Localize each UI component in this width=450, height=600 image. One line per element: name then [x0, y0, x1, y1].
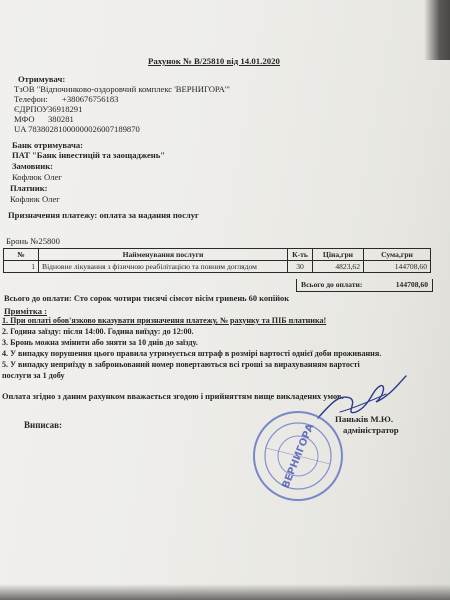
total-label: Всього до оплати:	[301, 280, 363, 289]
edrpou-label: ЄДРПОУ	[14, 104, 49, 114]
booking-number: Бронь №25800	[6, 236, 60, 246]
col-header-qty: К-ть	[288, 249, 313, 261]
payer-name: Кофлюк Олег	[10, 194, 60, 204]
table-row	[4, 261, 431, 273]
customer-name: Кофлюк Олег	[12, 172, 62, 182]
edrpou-value: 36918291	[48, 104, 83, 114]
row-price: 4823,62	[313, 261, 364, 273]
payer-label: Платник:	[10, 183, 48, 193]
company-stamp	[250, 408, 346, 504]
signer-name: Паньків М.Ю.	[335, 414, 394, 424]
agreement-text: Оплата згідно з даним рахунком вважається згодою і прийняттям вище викладених умов.	[2, 392, 344, 401]
issued-by-label: Виписав:	[24, 420, 63, 430]
services-table	[3, 248, 431, 273]
recipient-name: ТзОВ "Відпочинково-оздоровчий комплекс 'ВЕРНИГОРА'"	[14, 84, 230, 94]
row-sum: 144708,60	[364, 261, 431, 273]
mfo-value: 380281	[48, 114, 74, 124]
photo-shadow-bottom	[0, 584, 450, 600]
customer-label: Замовник:	[12, 161, 54, 171]
row-qty: 30	[288, 261, 313, 273]
stamp-text: ВЕРНИГОРА	[280, 422, 317, 490]
iban-value: UA 78380281000000026007189870	[14, 124, 140, 134]
note-5: 5. У випадку неприїзду в заброньований номер повертаються всі гроші за вирахуванням вартості	[2, 360, 360, 369]
row-num: 1	[4, 261, 39, 273]
row-service-name: Відновне лікування з фізичною реабілітацією та повним доглядом	[39, 261, 288, 273]
payment-purpose: Призначення платежу: оплата за надання послуг	[8, 210, 199, 220]
notes-title: Примітка :	[4, 306, 48, 316]
bank-label: Банк отримувача:	[12, 140, 84, 150]
note-1: 1. При оплаті обов'язково вказувати призначення платежу, № рахунку та ПІБ платника!	[2, 316, 327, 325]
col-header-sum: Сума,грн	[364, 249, 431, 261]
phone-label: Телефон:	[14, 94, 48, 104]
photo-shadow-top	[424, 0, 450, 60]
col-header-name: Найменування послуги	[39, 249, 288, 261]
col-header-price: Ціна,грн	[313, 249, 364, 261]
phone-value: +380676756183	[62, 94, 119, 104]
invoice-title: Рахунок № В/25810 від 14.01.2020	[148, 56, 280, 66]
signer-role: адміністратор	[343, 425, 399, 435]
total-value: 144708,60	[395, 280, 428, 289]
col-header-num: №	[4, 249, 39, 261]
bank-name: ПАТ "Банк інвестицій та заощаджень"	[12, 150, 166, 160]
total-row	[296, 279, 433, 292]
note-2: 2. Година заїзду: після 14:00. Година виїзду: до 12:00.	[2, 327, 194, 336]
recipient-label: Отримувач:	[18, 74, 66, 84]
amount-in-words: Всього до оплати: Сто сорок чотири тисячі сімсот вісім гривень 60 копійок	[4, 294, 290, 303]
note-3: 3. Бронь можна змінити або зняти за 10 днів до заїзду.	[2, 338, 198, 347]
mfo-label: МФО	[14, 114, 35, 124]
note-4: 4. У випадку порушення цього правила утримується штраф в розмірі вартості однієї доби проживання.	[2, 349, 382, 358]
note-5-continued: послуги за 1 добу	[2, 371, 65, 380]
